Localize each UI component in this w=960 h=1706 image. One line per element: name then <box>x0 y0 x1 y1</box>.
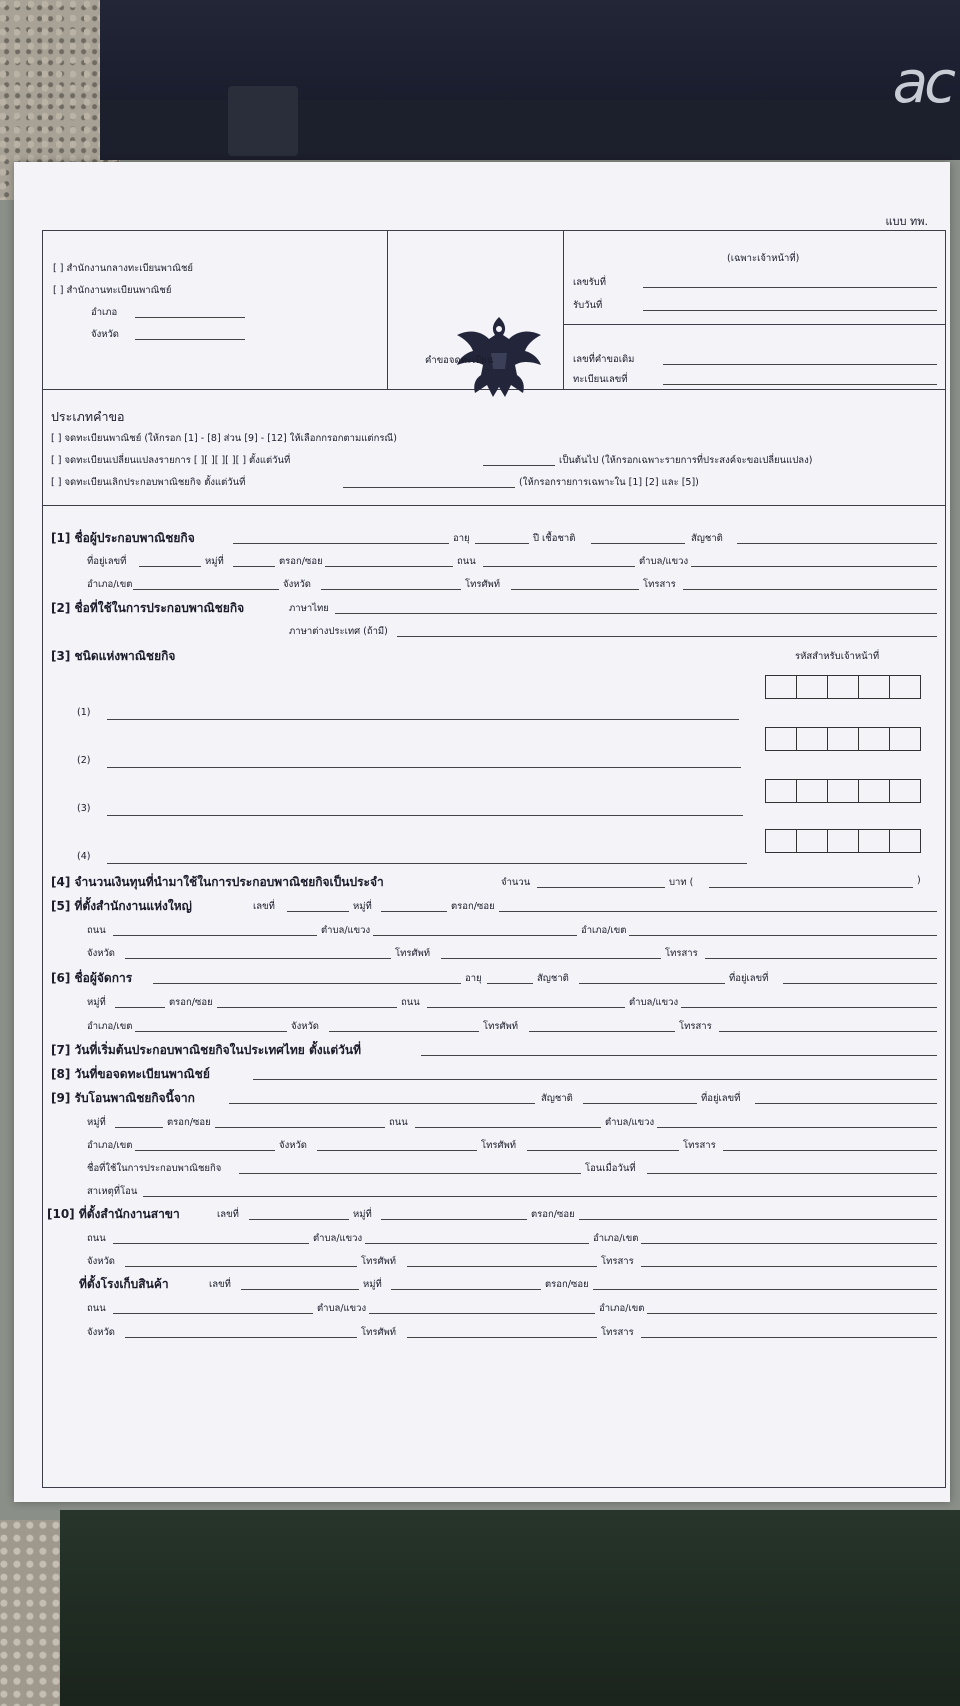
s2-business-name-label: [2] ชื่อที่ใช้ในการประกอบพาณิชยกิจ <box>51 601 245 615</box>
registration-form-page <box>14 162 950 1502</box>
receive-no-label: เลขรับที่ <box>573 277 606 288</box>
transfer-fax-label: โทรสาร <box>683 1140 716 1151</box>
manager-soi-label: ตรอก/ซอย <box>169 997 213 1008</box>
manager-house-no-field[interactable] <box>783 983 937 984</box>
ethnicity-field[interactable] <box>591 543 685 544</box>
baht-close-paren: ) <box>917 875 921 886</box>
phone-label-s1: โทรศัพท์ <box>465 579 501 590</box>
head-office-moo-field[interactable] <box>381 911 447 912</box>
district-field-s1[interactable] <box>133 589 279 590</box>
form-code: แบบ ทพ. <box>885 215 928 228</box>
warehouse-soi-label: ตรอก/ซอย <box>545 1279 589 1290</box>
branch-subdistrict-field[interactable] <box>365 1243 589 1244</box>
transfer-soi-label: ตรอก/ซอย <box>167 1117 211 1128</box>
manager-phone-field[interactable] <box>529 1031 675 1032</box>
warehouse-subdistrict-field[interactable] <box>369 1313 595 1314</box>
nationality-field[interactable] <box>737 543 937 544</box>
manager-subdistrict-label: ตำบล/แขวง <box>629 997 679 1008</box>
branch-district-label: อำเภอ/เขต <box>593 1233 639 1244</box>
warehouse-label: ที่ตั้งโรงเก็บสินค้า <box>79 1277 169 1291</box>
manager-district-field[interactable] <box>135 1031 287 1032</box>
s6-manager-label: [6] ชื่อผู้จัดการ <box>51 971 133 985</box>
s8-register-date-label: [8] วันที่ขอจดทะเบียนพาณิชย์ <box>51 1067 210 1081</box>
transfer-reason-field[interactable] <box>143 1196 937 1197</box>
transfer-phone-label: โทรศัพท์ <box>481 1140 517 1151</box>
transfer-road-field[interactable] <box>415 1127 601 1128</box>
transfer-reason-label: สาเหตุที่โอน <box>87 1186 138 1197</box>
moo-field[interactable] <box>233 566 275 567</box>
branch-moo-label: หมู่ที่ <box>353 1209 372 1220</box>
capital-words-field[interactable] <box>709 887 913 888</box>
baht-label: บาท ( <box>669 877 694 888</box>
warehouse-moo-label: หมู่ที่ <box>363 1279 382 1290</box>
transfer-phone-field[interactable] <box>527 1150 679 1151</box>
head-office-no-label: เลขที่ <box>253 901 275 912</box>
head-office-fax-label: โทรสาร <box>665 948 698 959</box>
register-date-field[interactable] <box>253 1079 937 1080</box>
foreign-name-label: ภาษาต่างประเทศ (ถ้ามี) <box>289 626 388 637</box>
business-type-1-label: (1) <box>77 707 91 718</box>
province-field[interactable] <box>135 339 245 340</box>
head-office-soi-field[interactable] <box>499 911 937 912</box>
transfer-soi-field[interactable] <box>215 1127 385 1128</box>
warehouse-fax-field[interactable] <box>641 1337 937 1338</box>
transfer-nationality-label: สัญชาติ <box>541 1093 573 1104</box>
transfer-from-field[interactable] <box>229 1103 535 1104</box>
warehouse-fax-label: โทรสาร <box>601 1327 634 1338</box>
manager-district-label: อำเภอ/เขต <box>87 1021 133 1032</box>
manager-moo-field[interactable] <box>115 1007 165 1008</box>
branch-no-label: เลขที่ <box>217 1209 239 1220</box>
soi-label: ตรอก/ซอย <box>279 556 323 567</box>
code-boxes-2[interactable] <box>765 727 921 751</box>
manager-nationality-field[interactable] <box>579 983 725 984</box>
warehouse-road-label: ถนน <box>87 1303 106 1314</box>
branch-fax-field[interactable] <box>641 1266 937 1267</box>
subdistrict-label: ตำบล/แขวง <box>639 556 689 567</box>
request-type-register[interactable]: [ ] จดทะเบียนพาณิชย์ (ให้กรอก [1] - [8] ส่วน [9] - [12] ให้เลือกกรอกตามแต่กรณี) <box>51 433 397 444</box>
manager-age-field[interactable] <box>487 983 533 984</box>
district-label: อำเภอ <box>91 307 118 318</box>
moo-label: หมู่ที่ <box>205 556 224 567</box>
branch-phone-label: โทรศัพท์ <box>361 1256 397 1267</box>
s7-start-date-label: [7] วันที่เริ่มต้นประกอบพาณิชยกิจในประเทศไทย ตั้งแต่วันที่ <box>51 1043 362 1057</box>
road-field[interactable] <box>483 566 635 567</box>
branch-no-field[interactable] <box>249 1219 349 1220</box>
official-only-label: (เฉพาะเจ้าหน้าที่) <box>727 253 800 264</box>
thai-name-label: ภาษาไทย <box>289 603 329 614</box>
branch-soi-field[interactable] <box>579 1219 937 1220</box>
receive-date-field[interactable] <box>643 310 937 311</box>
transfer-date-label: โอนเมื่อวันที่ <box>585 1163 636 1174</box>
warehouse-soi-field[interactable] <box>593 1289 937 1290</box>
business-type-4-field[interactable] <box>107 863 747 864</box>
green-surface <box>60 1510 960 1706</box>
soi-field[interactable] <box>325 566 453 567</box>
transfer-district-label: อำเภอ/เขต <box>87 1140 133 1151</box>
head-office-phone-field[interactable] <box>441 958 661 959</box>
head-office-no-field[interactable] <box>287 911 349 912</box>
transfer-province-field[interactable] <box>317 1150 477 1151</box>
branch-phone-field[interactable] <box>407 1266 597 1267</box>
transfer-biz-name-field[interactable] <box>239 1173 581 1174</box>
head-office-province-label: จังหวัด <box>87 948 115 959</box>
cancel-date-field[interactable] <box>343 487 515 488</box>
head-office-province-field[interactable] <box>125 958 391 959</box>
transfer-house-no-label: ที่อยู่เลขที่ <box>701 1093 741 1104</box>
head-office-subdistrict-label: ตำบล/แขวง <box>321 925 371 936</box>
transfer-biz-name-label: ชื่อที่ใช้ในการประกอบพาณิชยกิจ <box>87 1163 222 1174</box>
manager-name-field[interactable] <box>153 983 461 984</box>
transfer-road-label: ถนน <box>389 1117 408 1128</box>
code-boxes-1[interactable] <box>765 675 921 699</box>
business-type-4-label: (4) <box>77 851 91 862</box>
transfer-subdistrict-field[interactable] <box>657 1127 937 1128</box>
s9-transfer-from-label: [9] รับโอนพาณิชยกิจนี้จาก <box>51 1091 195 1105</box>
transfer-fax-field[interactable] <box>723 1150 937 1151</box>
amount-label: จำนวน <box>501 877 531 888</box>
head-office-moo-label: หมู่ที่ <box>353 901 372 912</box>
district-field[interactable] <box>135 317 245 318</box>
transfer-subdistrict-label: ตำบล/แขวง <box>605 1117 655 1128</box>
thai-name-field[interactable] <box>335 613 937 614</box>
manager-road-label: ถนน <box>401 997 420 1008</box>
s1-owner-name-label: [1] ชื่อผู้ประกอบพาณิชยกิจ <box>51 531 195 545</box>
manager-fax-label: โทรสาร <box>679 1021 712 1032</box>
province-field-s1[interactable] <box>321 589 461 590</box>
head-office-fax-field[interactable] <box>705 958 937 959</box>
s4-capital-label: [4] จำนวนเงินทุนที่นำมาใช้ในการประกอบพาณิชยกิจเป็นประจำ <box>51 875 384 889</box>
fax-field-s1[interactable] <box>683 589 937 590</box>
road-label: ถนน <box>457 556 476 567</box>
phone-field-s1[interactable] <box>511 589 639 590</box>
request-form-title: คำขอจดทะเบียน <box>425 355 494 366</box>
manager-province-label: จังหวัด <box>291 1021 319 1032</box>
house-no-label: ที่อยู่เลขที่ <box>87 556 127 567</box>
business-type-2-field[interactable] <box>107 767 741 768</box>
head-office-road-field[interactable] <box>113 935 317 936</box>
manager-house-no-label: ที่อยู่เลขที่ <box>729 973 769 984</box>
manager-province-field[interactable] <box>329 1031 479 1032</box>
head-office-subdistrict-field[interactable] <box>373 935 577 936</box>
code-boxes-3[interactable] <box>765 779 921 803</box>
transfer-moo-label: หมู่ที่ <box>87 1117 106 1128</box>
registration-no-label: ทะเบียนเลขที่ <box>573 374 628 385</box>
transfer-house-no-field[interactable] <box>755 1103 937 1104</box>
laptop-clip <box>228 86 298 156</box>
transfer-moo-field[interactable] <box>115 1127 163 1128</box>
branch-moo-field[interactable] <box>381 1219 527 1220</box>
warehouse-no-field[interactable] <box>241 1289 359 1290</box>
branch-district-field[interactable] <box>641 1243 937 1244</box>
s3-business-type-label: [3] ชนิดแห่งพาณิชยกิจ <box>51 649 176 663</box>
age-label: อายุ <box>453 533 470 544</box>
manager-moo-label: หมู่ที่ <box>87 997 106 1008</box>
old-request-no-field[interactable] <box>663 364 937 365</box>
warehouse-subdistrict-label: ตำบล/แขวง <box>317 1303 367 1314</box>
office-central-checkbox[interactable]: [ ] สำนักงานกลางทะเบียนพาณิชย์ <box>53 263 193 274</box>
head-office-road-label: ถนน <box>87 925 106 936</box>
nationality-label: สัญชาติ <box>691 533 723 544</box>
business-type-3-field[interactable] <box>107 815 743 816</box>
warehouse-phone-label: โทรศัพท์ <box>361 1327 397 1338</box>
form-frame <box>42 230 946 1488</box>
code-boxes-4[interactable] <box>765 829 921 853</box>
request-type-title: ประเภทคำขอ <box>51 409 125 424</box>
old-request-no-label: เลขที่คำขอเดิม <box>573 354 635 365</box>
head-office-district-field[interactable] <box>629 935 937 936</box>
branch-road-field[interactable] <box>113 1243 309 1244</box>
warehouse-province-label: จังหวัด <box>87 1327 115 1338</box>
s10-branch-label: [10] ที่ตั้งสำนักงานสาขา <box>47 1207 180 1221</box>
fax-label-s1: โทรสาร <box>643 579 676 590</box>
request-type-cancel-note: (ให้กรอกรายการเฉพาะใน [1] [2] และ [5]) <box>519 477 699 488</box>
branch-road-label: ถนน <box>87 1233 106 1244</box>
manager-fax-field[interactable] <box>719 1031 937 1032</box>
province-label-s1: จังหวัด <box>283 579 311 590</box>
manager-age-label: อายุ <box>465 973 482 984</box>
warehouse-road-field[interactable] <box>113 1313 313 1314</box>
request-type-change[interactable]: [ ] จดทะเบียนเปลี่ยนแปลงรายการ [ ][ ][ ][ ][ ] ตั้งแต่วันที่ <box>51 455 291 466</box>
province-label: จังหวัด <box>91 329 119 340</box>
warehouse-district-field[interactable] <box>647 1313 937 1314</box>
branch-subdistrict-label: ตำบล/แขวง <box>313 1233 363 1244</box>
warehouse-province-field[interactable] <box>125 1337 357 1338</box>
branch-province-label: จังหวัด <box>87 1256 115 1267</box>
transfer-date-field[interactable] <box>647 1173 937 1174</box>
office-registrar-checkbox[interactable]: [ ] สำนักงานทะเบียนพาณิชย์ <box>53 285 172 296</box>
business-type-1-field[interactable] <box>107 719 739 720</box>
house-no-field[interactable] <box>139 566 201 567</box>
ethnicity-label: ปี เชื้อชาติ <box>533 533 576 544</box>
receive-date-label: รับวันที่ <box>573 300 603 311</box>
head-office-phone-label: โทรศัพท์ <box>395 948 431 959</box>
warehouse-no-label: เลขที่ <box>209 1279 231 1290</box>
head-office-soi-label: ตรอก/ซอย <box>451 901 495 912</box>
official-code-label: รหัสสำหรับเจ้าหน้าที่ <box>795 651 880 662</box>
district-label-s1: อำเภอ/เขต <box>87 579 133 590</box>
manager-subdistrict-field[interactable] <box>681 1007 937 1008</box>
manager-soi-field[interactable] <box>217 1007 397 1008</box>
transfer-nationality-field[interactable] <box>583 1103 697 1104</box>
transfer-province-label: จังหวัด <box>279 1140 307 1151</box>
manager-nationality-label: สัญชาติ <box>537 973 569 984</box>
subdistrict-field[interactable] <box>691 566 937 567</box>
head-office-district-label: อำเภอ/เขต <box>581 925 627 936</box>
warehouse-moo-field[interactable] <box>391 1289 541 1290</box>
owner-name-field[interactable] <box>233 543 449 544</box>
laptop-logo: ac <box>892 48 952 116</box>
manager-phone-label: โทรศัพท์ <box>483 1021 519 1032</box>
branch-soi-label: ตรอก/ซอย <box>531 1209 575 1220</box>
business-type-2-label: (2) <box>77 755 91 766</box>
warehouse-phone-field[interactable] <box>407 1337 597 1338</box>
s5-head-office-label: [5] ที่ตั้งสำนักงานแห่งใหญ่ <box>51 899 192 913</box>
start-date-field[interactable] <box>421 1055 937 1056</box>
receive-no-field[interactable] <box>643 287 937 288</box>
business-type-3-label: (3) <box>77 803 91 814</box>
age-field[interactable] <box>475 543 529 544</box>
change-date-field[interactable] <box>483 465 555 466</box>
registration-no-field[interactable] <box>663 384 937 385</box>
manager-road-field[interactable] <box>427 1007 625 1008</box>
foreign-name-field[interactable] <box>397 636 937 637</box>
request-type-cancel[interactable]: [ ] จดทะเบียนเลิกประกอบพาณิชยกิจ ตั้งแต่วันที่ <box>51 477 246 488</box>
warehouse-district-label: อำเภอ/เขต <box>599 1303 645 1314</box>
capital-amount-field[interactable] <box>537 887 665 888</box>
branch-province-field[interactable] <box>125 1266 357 1267</box>
transfer-district-field[interactable] <box>135 1150 275 1151</box>
branch-fax-label: โทรสาร <box>601 1256 634 1267</box>
request-type-change-note: เป็นต้นไป (ให้กรอกเฉพาะรายการที่ประสงค์จะขอเปลี่ยนแปลง) <box>559 455 813 466</box>
